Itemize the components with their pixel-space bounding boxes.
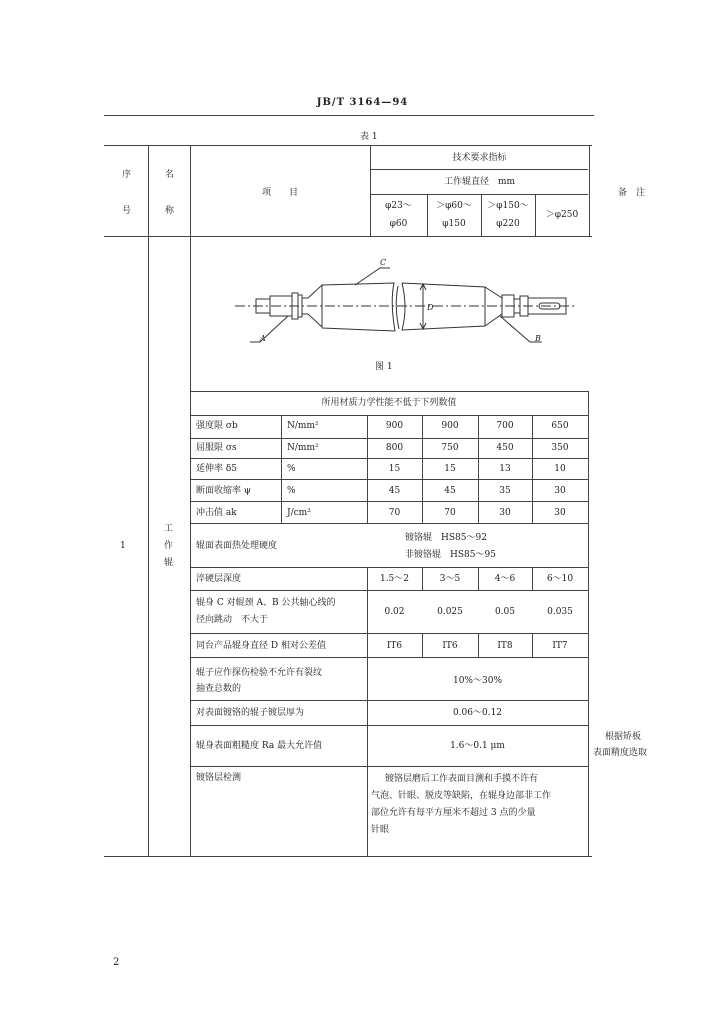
runout-value: 0.025 bbox=[437, 607, 463, 617]
mech-value: 70 bbox=[388, 508, 401, 518]
roughness-label: 辊身表面粗糙度 Ra 最大允许值 bbox=[196, 741, 323, 751]
mech-value: 45 bbox=[444, 486, 456, 496]
tolerance-label: 同台产品辊身直径 D 相对公差值 bbox=[196, 641, 326, 651]
mech-value: 30 bbox=[554, 486, 566, 496]
hardness-label: 辊面表面热处理硬度 bbox=[196, 541, 278, 551]
range-header-1-line1: φ23～ bbox=[385, 201, 412, 211]
remark-header: 备 注 bbox=[618, 188, 646, 198]
mech-value: 650 bbox=[551, 421, 569, 431]
item-header: 项 目 bbox=[262, 188, 299, 198]
range-header-1-line2: φ60 bbox=[389, 219, 408, 229]
depth-value: 6～10 bbox=[546, 574, 574, 584]
depth-value: 1.5～2 bbox=[379, 574, 410, 584]
mech-unit: J/cm² bbox=[287, 508, 311, 518]
mech-name: 断面收缩率 ψ bbox=[196, 486, 251, 496]
mech-value: 450 bbox=[496, 443, 514, 453]
flaw-value: 10%～30% bbox=[452, 676, 502, 686]
mech-value: 13 bbox=[499, 464, 511, 474]
mech-unit: % bbox=[287, 464, 296, 474]
name-header-2: 称 bbox=[165, 206, 175, 216]
runout-value: 0.02 bbox=[384, 607, 405, 617]
hardness-chrome: 镀铬辊 HS85～92 bbox=[405, 533, 487, 543]
name-header-1: 名 bbox=[165, 170, 175, 180]
mech-value: 30 bbox=[554, 508, 566, 518]
mech-name: 延伸率 δ5 bbox=[196, 464, 238, 474]
range-header-2-line1: ＞φ60～ bbox=[436, 201, 472, 211]
range-header-4: ＞φ250 bbox=[545, 210, 579, 220]
depth-value: 3～5 bbox=[439, 574, 461, 584]
tolerance-value: IT6 bbox=[442, 641, 458, 651]
flaw-label-line1: 辊子应作探伤检验不允许有裂纹 bbox=[196, 668, 323, 678]
mech-unit: % bbox=[287, 486, 296, 496]
mech-unit: N/mm² bbox=[287, 421, 319, 431]
row-name-char-2: 作 bbox=[164, 541, 174, 551]
diameter-header: 工作辊直径 mm bbox=[443, 177, 516, 187]
label-d: D bbox=[427, 303, 434, 312]
seq-header-2: 号 bbox=[122, 206, 132, 216]
range-header-2-line2: φ150 bbox=[442, 219, 466, 229]
table-caption: 表 1 bbox=[360, 132, 378, 142]
inspection-text-line4: 针眼 bbox=[371, 825, 390, 835]
runout-value: 0.05 bbox=[494, 607, 516, 617]
depth-label: 淬硬层深度 bbox=[196, 574, 242, 584]
mech-value: 750 bbox=[441, 443, 459, 453]
mech-value: 45 bbox=[388, 486, 401, 496]
work-roll-drawing bbox=[230, 250, 580, 360]
row-name-char-3: 辊 bbox=[164, 558, 174, 568]
chrome-thickness-value: 0.06～0.12 bbox=[452, 708, 503, 718]
mech-value: 30 bbox=[499, 508, 511, 518]
row-name-char-1: 工 bbox=[164, 524, 174, 534]
row-seq-1: 1 bbox=[120, 541, 126, 551]
roughness-remark-line1: 根据矫板 bbox=[605, 732, 642, 742]
mech-name: 屈服限 σs bbox=[196, 443, 237, 453]
mech-value: 700 bbox=[496, 421, 514, 431]
hardness-nonchrome: 非镀铬辊 HS85～95 bbox=[405, 550, 496, 560]
inspection-text-line3: 部位允许有每平方厘米不超过 3 点的少量 bbox=[371, 808, 536, 818]
mech-value: 70 bbox=[444, 508, 456, 518]
label-b: B bbox=[535, 334, 541, 343]
mech-value: 15 bbox=[388, 464, 401, 474]
mech-value: 350 bbox=[551, 443, 569, 453]
label-c: C bbox=[380, 258, 387, 267]
mech-value: 900 bbox=[385, 421, 404, 431]
roughness-remark-line2: 表面精度选取 bbox=[593, 748, 648, 758]
inspection-text-line1: 镀铬层磨后工作表面目测和手摸不许有 bbox=[385, 774, 539, 784]
flaw-label-line2: 抽查总数的 bbox=[196, 684, 242, 694]
figure-caption: 图 1 bbox=[375, 362, 393, 372]
mech-value: 800 bbox=[385, 443, 404, 453]
chrome-thickness-label: 对表面镀铬的辊子镀层厚为 bbox=[196, 708, 305, 718]
inspection-text-line2: 气泡、针眼、脱皮等缺陷，在辊身边部非工作 bbox=[371, 791, 552, 801]
range-header-3-line2: φ220 bbox=[496, 219, 520, 229]
seq-header-1: 序 bbox=[122, 170, 132, 180]
mech-value: 900 bbox=[441, 421, 459, 431]
mech-value: 10 bbox=[554, 464, 566, 474]
mech-value: 15 bbox=[444, 464, 456, 474]
label-a: A bbox=[260, 334, 266, 343]
mech-value: 35 bbox=[499, 486, 511, 496]
tolerance-value: IT7 bbox=[552, 641, 568, 651]
mech-name: 冲击值 ak bbox=[196, 508, 237, 518]
standard-code-header: JB/T 3164—94 bbox=[316, 97, 409, 108]
inspection-label: 镀铬层检测 bbox=[196, 773, 242, 783]
range-header-3-line1: ＞φ150～ bbox=[487, 201, 529, 211]
mech-unit: N/mm² bbox=[287, 443, 319, 453]
mech-name: 强度限 σb bbox=[196, 421, 238, 431]
depth-value: 4～6 bbox=[494, 574, 516, 584]
tolerance-value: IT8 bbox=[497, 641, 513, 651]
roughness-value: 1.6～0.1 μm bbox=[450, 741, 505, 751]
tech-header: 技术要求指标 bbox=[452, 153, 507, 163]
runout-label-line1: 辊身 C 对辊颈 A、B 公共轴心线的 bbox=[196, 598, 336, 608]
runout-label-line2: 径向跳动 不大于 bbox=[196, 615, 269, 625]
mech-title: 所用材质力学性能不低于下列数值 bbox=[321, 398, 457, 408]
runout-value: 0.035 bbox=[547, 607, 573, 617]
page-number: 2 bbox=[113, 957, 120, 968]
header-rule bbox=[104, 115, 594, 116]
tolerance-value: IT6 bbox=[386, 641, 403, 651]
